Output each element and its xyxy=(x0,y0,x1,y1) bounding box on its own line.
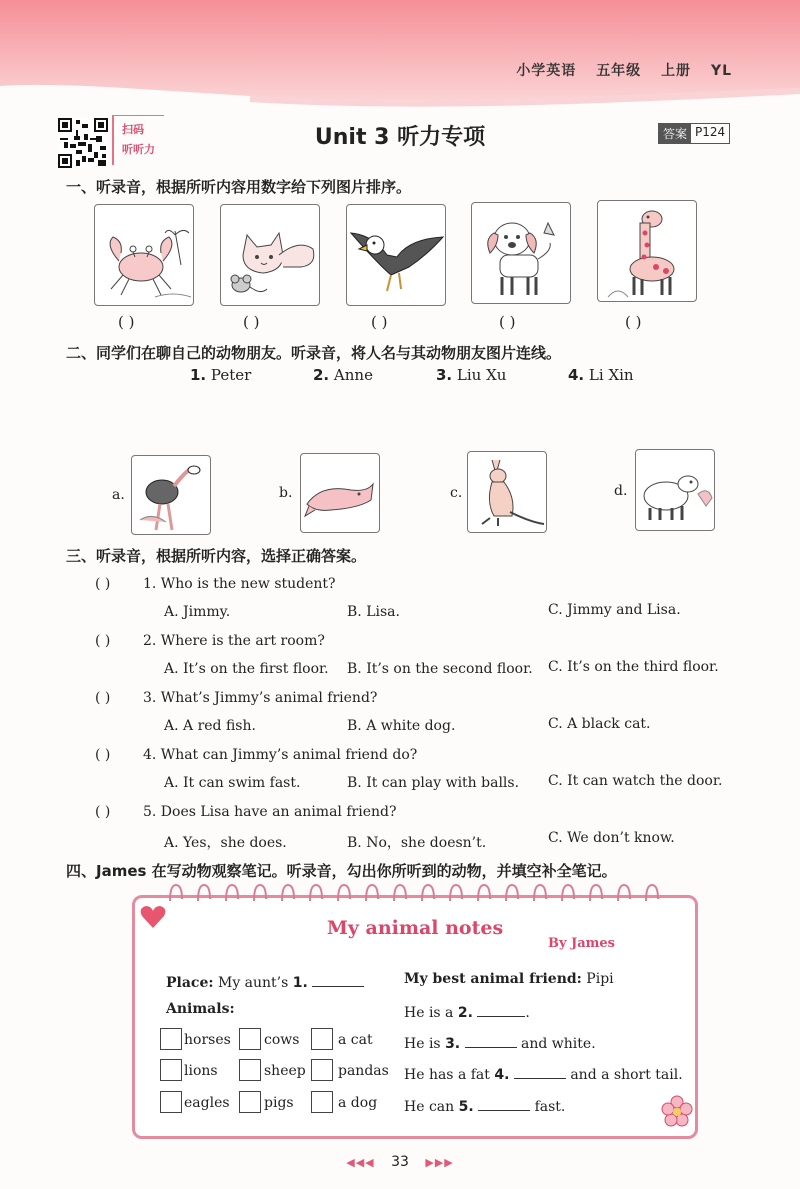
animal-label: cows xyxy=(264,1032,300,1048)
page-number: 33 xyxy=(391,1154,409,1170)
option-a: A. Yes，she does. xyxy=(164,835,287,851)
place-label: Place: xyxy=(166,975,214,991)
question-paren[interactable]: ( ) xyxy=(95,747,111,763)
subject-label: 小学英语 xyxy=(516,63,577,79)
question-text: 1. Who is the new student? xyxy=(143,576,336,592)
whale-icon xyxy=(301,454,379,532)
line-post: . xyxy=(525,1005,530,1021)
line-num: 5. xyxy=(458,1099,474,1115)
page-footer xyxy=(0,1154,800,1170)
option-b: B. A white dog. xyxy=(347,718,456,734)
name-text: Anne xyxy=(333,366,373,384)
name-liu-xu[interactable] xyxy=(436,366,506,384)
answer-reference xyxy=(658,123,730,144)
ostrich-icon xyxy=(132,456,210,534)
answer-label: 答案 xyxy=(659,124,691,143)
answer-paren-2[interactable]: ( ) xyxy=(243,313,260,331)
crab-icon xyxy=(95,205,193,305)
page-title: Unit 3 听力专项 xyxy=(314,125,486,150)
name-peter[interactable] xyxy=(190,366,251,384)
animal-label: pandas xyxy=(338,1063,389,1079)
animal-label: a dog xyxy=(338,1095,378,1111)
section-4-heading: 四、James 在写动物观察笔记。听录音，勾出你所听到的动物，并填空补全笔记。 xyxy=(66,862,617,880)
polar-bear-icon xyxy=(636,450,714,530)
header-band xyxy=(0,0,800,110)
scan-line-2: 听听力 xyxy=(122,143,155,156)
picture-letter-b: b. xyxy=(279,485,293,501)
picture-box-dog xyxy=(471,202,571,304)
question-text: 5. Does Lisa have an animal friend? xyxy=(143,804,397,820)
book-breadcrumb xyxy=(502,60,732,80)
name-text: Liu Xu xyxy=(456,366,507,384)
blank-4[interactable] xyxy=(514,1064,566,1079)
answer-paren-3[interactable]: ( ) xyxy=(371,313,388,331)
note-byline: By James xyxy=(548,936,615,951)
animal-label: lions xyxy=(184,1063,218,1079)
line-pre: He can xyxy=(404,1099,455,1115)
checkbox-horses[interactable] xyxy=(160,1028,182,1050)
option-c: C. It can watch the door. xyxy=(548,773,723,789)
line-num: 3. xyxy=(445,1036,461,1052)
name-num: 4. xyxy=(568,366,585,384)
left-arrows-icon: ◀◀◀ xyxy=(346,1156,375,1169)
option-b: B. It’s on the second floor. xyxy=(347,661,533,677)
picture-letter-d: d. xyxy=(614,483,628,499)
place-text: My aunt’s xyxy=(217,975,289,991)
answer-paren-5[interactable]: ( ) xyxy=(625,313,642,331)
volume-label: 上册 xyxy=(661,63,692,79)
checkbox-pigs[interactable] xyxy=(239,1091,261,1113)
line-num: 2. xyxy=(457,1005,473,1021)
answer-page: P124 xyxy=(695,125,726,139)
kangaroo-icon xyxy=(468,452,546,532)
best-friend-name: Pipi xyxy=(586,971,614,987)
picture-box-crab xyxy=(94,204,194,306)
option-c: C. We don’t know. xyxy=(548,830,675,846)
question-paren[interactable]: ( ) xyxy=(95,804,111,820)
giraffe-icon xyxy=(598,201,696,301)
picture-letter-c: c. xyxy=(450,485,463,501)
checkbox-eagles[interactable] xyxy=(160,1091,182,1113)
picture-box-eagle xyxy=(346,204,446,306)
line-pre: He is xyxy=(404,1036,441,1052)
question-paren[interactable]: ( ) xyxy=(95,690,111,706)
option-b: B. It can play with balls. xyxy=(347,775,520,791)
animal-label: sheep xyxy=(264,1063,306,1079)
blank-5[interactable] xyxy=(478,1096,530,1111)
right-arrows-icon: ▶▶▶ xyxy=(425,1156,454,1169)
option-b: B. Lisa. xyxy=(347,604,400,620)
name-text: Li Xin xyxy=(588,366,634,384)
animals-label: Animals: xyxy=(166,1001,235,1017)
blank-3[interactable] xyxy=(465,1033,517,1048)
edition-label: YL xyxy=(710,63,732,79)
picture-box-kangaroo[interactable] xyxy=(467,451,547,533)
question-text: 2. Where is the art room? xyxy=(143,633,325,649)
line-pre: He has a fat xyxy=(404,1067,490,1083)
option-c: C. A black cat. xyxy=(548,716,651,732)
picture-box-cat-mouse xyxy=(220,204,320,306)
note-line-3 xyxy=(404,1033,596,1052)
name-num: 3. xyxy=(436,366,453,384)
eagle-icon xyxy=(347,205,445,305)
name-num: 2. xyxy=(313,366,330,384)
name-text: Peter xyxy=(210,366,252,384)
note-title: My animal notes xyxy=(326,917,504,939)
option-a: A. Jimmy. xyxy=(164,604,231,620)
line-num: 4. xyxy=(494,1067,510,1083)
picture-box-giraffe xyxy=(597,200,697,302)
spiral-binding xyxy=(160,881,680,905)
checkbox-sheep[interactable] xyxy=(239,1059,261,1081)
name-anne[interactable] xyxy=(313,366,373,384)
line-pre: He is a xyxy=(404,1005,454,1021)
question-paren[interactable]: ( ) xyxy=(95,633,111,649)
line-post: and white. xyxy=(521,1036,596,1052)
cat-mouse-icon xyxy=(221,205,319,305)
animal-label: eagles xyxy=(184,1095,230,1111)
answer-paren-1[interactable]: ( ) xyxy=(118,313,135,331)
line-post: fast. xyxy=(534,1099,566,1115)
option-a: A. It can swim fast. xyxy=(164,775,301,791)
best-friend-line xyxy=(404,971,614,987)
line-post: and a short tail. xyxy=(570,1067,683,1083)
checkbox-lions[interactable] xyxy=(160,1059,182,1081)
name-li-xin[interactable] xyxy=(568,366,634,384)
place-line xyxy=(166,972,364,991)
section-1-heading: 一、听录音，根据所听内容用数字给下列图片排序。 xyxy=(66,178,412,196)
scan-line-1: 扫码 xyxy=(122,123,144,136)
checkbox-cows[interactable] xyxy=(239,1028,261,1050)
animal-label: a cat xyxy=(338,1032,373,1048)
question-paren[interactable]: ( ) xyxy=(95,576,111,592)
picture-box-polar-bear[interactable] xyxy=(635,449,715,531)
option-b: B. No，she doesn’t. xyxy=(347,835,487,851)
option-a: A. A red fish. xyxy=(164,718,256,734)
blank-2[interactable] xyxy=(477,1002,525,1017)
flower-icon xyxy=(660,1094,694,1128)
name-num: 1. xyxy=(190,366,207,384)
note-line-2 xyxy=(404,1002,530,1021)
animal-label: horses xyxy=(184,1032,231,1048)
option-c: C. Jimmy and Lisa. xyxy=(548,602,681,618)
checkbox-a-dog[interactable] xyxy=(311,1091,333,1113)
place-blank[interactable] xyxy=(312,972,364,987)
place-num: 1. xyxy=(292,975,308,991)
section-3-heading: 三、听录音，根据所听内容，选择正确答案。 xyxy=(66,547,367,565)
picture-box-whale[interactable] xyxy=(300,453,380,533)
picture-box-ostrich[interactable] xyxy=(131,455,211,535)
checkbox-pandas[interactable] xyxy=(311,1059,333,1081)
animal-label: pigs xyxy=(264,1095,294,1111)
grade-label: 五年级 xyxy=(596,63,642,79)
option-a: A. It’s on the first floor. xyxy=(164,661,329,677)
answer-paren-4[interactable]: ( ) xyxy=(499,313,516,331)
section-2-heading: 二、同学们在聊自己的动物朋友。听录音，将人名与其动物朋友图片连线。 xyxy=(66,344,562,362)
picture-letter-a: a. xyxy=(112,487,125,503)
note-line-4 xyxy=(404,1064,683,1083)
question-text: 3. What’s Jimmy’s animal friend? xyxy=(143,690,378,706)
option-c: C. It’s on the third floor. xyxy=(548,659,719,675)
best-friend-label: My best animal friend: xyxy=(404,971,582,987)
checkbox-a-cat[interactable] xyxy=(311,1028,333,1050)
note-line-5 xyxy=(404,1096,565,1115)
dog-icon xyxy=(472,203,570,303)
question-text: 4. What can Jimmy’s animal friend do? xyxy=(143,747,418,763)
